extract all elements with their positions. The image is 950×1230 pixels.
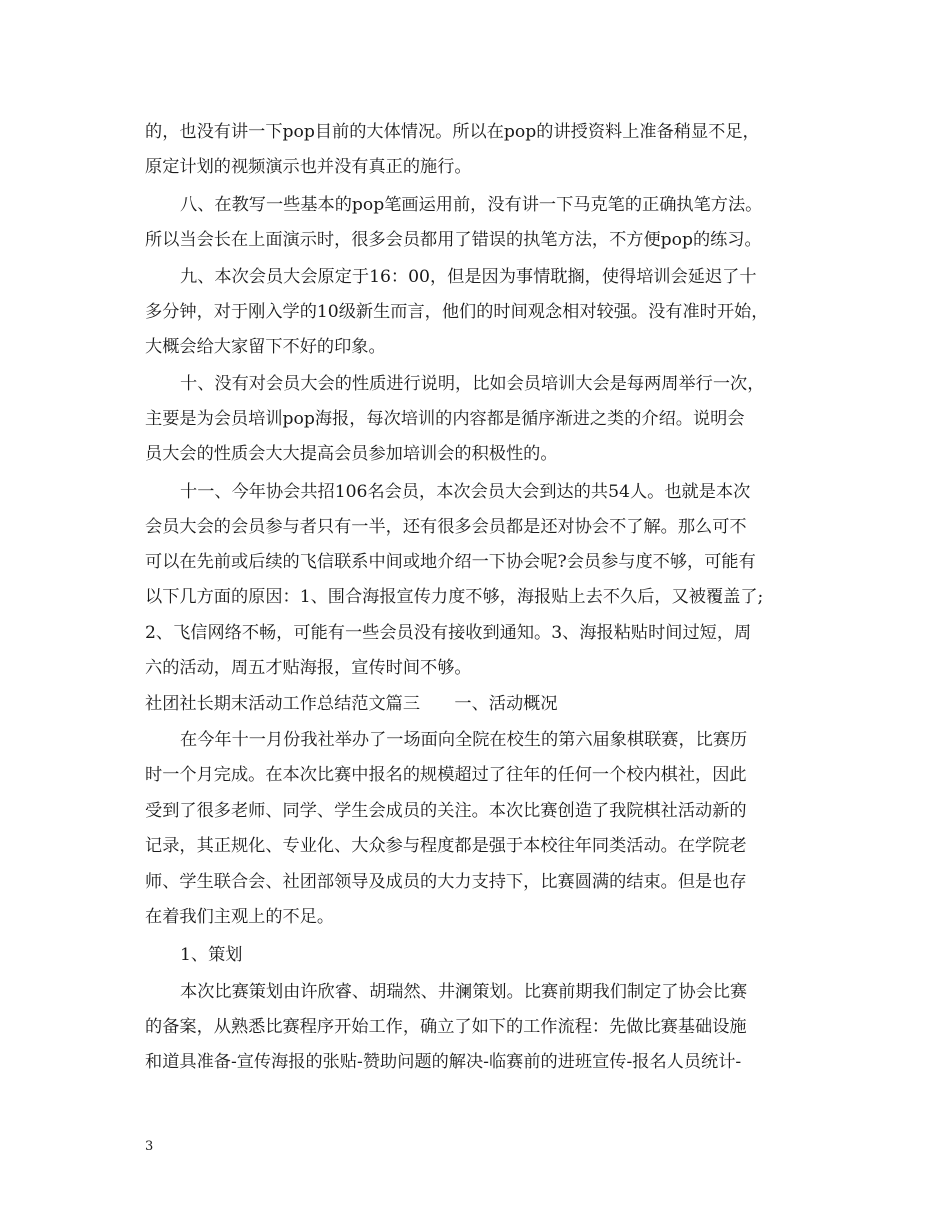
- text-line: 2、飞信网络不畅，可能有一些会员没有接收到通知。3、海报粘贴时间过短，周: [145, 623, 752, 643]
- page-number: 3: [145, 1139, 154, 1154]
- paragraph-eight-start: 八、在教写一些基本的pop笔画运用前，没有讲一下马克笔的正确执笔方法。: [180, 195, 763, 215]
- text-line: 记录，其正规化、专业化、大众参与程度都是强于本校往年同类活动。在学院老: [145, 836, 747, 856]
- paragraph-nine-start: 九、本次会员大会原定于16：00，但是因为事情耽搁，使得培训会延迟了十: [180, 267, 757, 287]
- subheading-planning: 1、策划: [180, 945, 243, 965]
- text-line: 原定计划的视频演示也并没有真正的施行。: [145, 157, 472, 177]
- text-line: 主要是为会员培训pop海报，每次培训的内容都是循序渐进之类的介绍。说明会: [145, 409, 745, 429]
- section-heading: 社团社长期末活动工作总结范文篇三 一、活动概况: [145, 694, 558, 714]
- text-line: 多分钟，对于刚入学的10级新生而言，他们的时间观念相对较强。没有准时开始，: [145, 302, 769, 322]
- text-line: 时一个月完成。在本次比赛中报名的规模超过了往年的任何一个校内棋社，因此: [145, 765, 747, 785]
- text-line: 受到了很多老师、同学、学生会成员的关注。本次比赛创造了我院棋社活动新的: [145, 801, 747, 821]
- text-line: 以下几方面的原因：1、围合海报宣传力度不够，海报贴上去不久后，又被覆盖了;: [145, 587, 764, 607]
- text-line: 六的活动，周五才贴海报，宣传时间不够。: [145, 658, 472, 678]
- paragraph-overview-start: 在今年十一月份我社举办了一场面向全院在校生的第六届象棋联赛，比赛历: [180, 730, 748, 750]
- paragraph-planning-start: 本次比赛策划由许欣睿、胡瑞然、井澜策划。比赛前期我们制定了协会比赛: [180, 982, 748, 1002]
- text-line: 员大会的性质会大大提高会员参加培训会的积极性的。: [145, 444, 558, 464]
- text-line: 和道具准备-宣传海报的张贴-赞助问题的解决-临赛前的进班宣传-报名人员统计-: [145, 1052, 742, 1072]
- text-line: 的，也没有讲一下pop目前的大体情况。所以在pop的讲授资料上准备稍显不足，: [145, 122, 760, 142]
- paragraph-eleven-start: 十一、今年协会共招106名会员，本次会员大会到达的共54人。也就是本次: [180, 482, 751, 502]
- text-line: 师、学生联合会、社团部领导及成员的大力支持下，比赛圆满的结束。但是也存: [145, 872, 747, 892]
- text-line: 的备案，从熟悉比赛程序开始工作，确立了如下的工作流程：先做比赛基础设施: [145, 1017, 747, 1037]
- text-line: 大概会给大家留下不好的印象。: [145, 337, 386, 357]
- paragraph-ten-start: 十、没有对会员大会的性质进行说明，比如会员培训大会是每两周举行一次，: [180, 374, 765, 394]
- text-line: 在着我们主观上的不足。: [145, 907, 335, 927]
- text-line: 会员大会的会员参与者只有一半，还有很多会员都是还对协会不了解。那么可不: [145, 517, 747, 537]
- text-line: 所以当会长在上面演示时，很多会员都用了错误的执笔方法，不方便pop的练习。: [145, 230, 762, 250]
- text-line: 可以在先前或后续的飞信联系中间或地介绍一下协会呢?会员参与度不够，可能有: [145, 552, 756, 572]
